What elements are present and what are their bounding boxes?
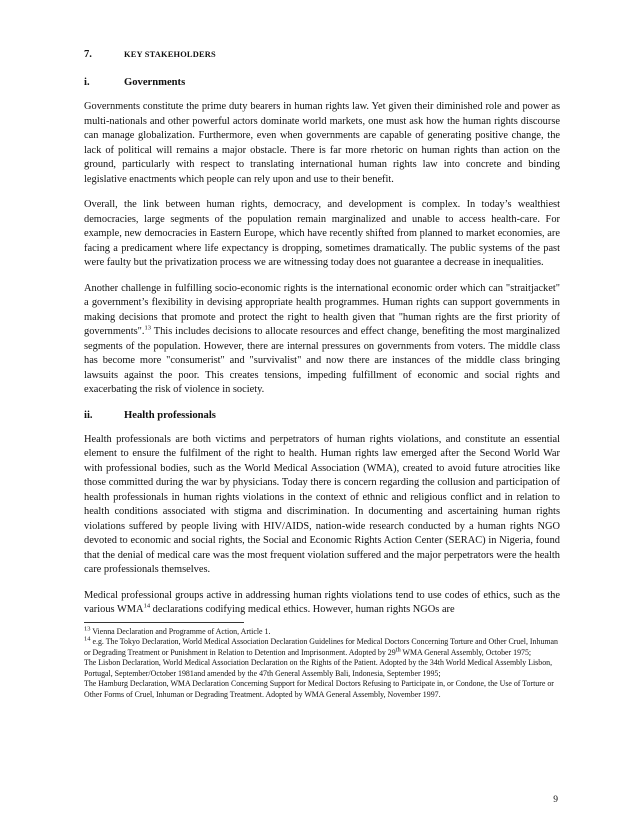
footnote-text: Vienna Declaration and Programme of Action, Article 1. [90,626,271,636]
paragraph: Governments constitute the prime duty bearers in human rights law. Yet given their diminished role and power as multi-nationals and other powerful actors dominate world markets, one must ask how the human rights discourse can manage globalization. Furthermore, even when governments are capable of generating positive change, the lack of political will remains a major obstacle. There is far more rhetoric on human rights than action on the ground, particularly with respect to translating international human rights law into concrete and binding legislative enactments which people can rely upon and use to their benefit. [84,101,560,185]
page-number: 9 [553,795,558,805]
section-number: 7. [84,49,92,60]
subsection-heading-health [84,409,560,423]
subsection-title: Governments [124,77,186,88]
subsection-heading-governments [84,76,560,90]
section-title: KEY STAKEHOLDERS [124,50,216,59]
paragraph [84,589,560,618]
page-content [84,48,560,701]
paragraph-text: Medical professional groups active in addressing human rights violations tend to use codes of ethics, such as the various WMA [84,589,560,615]
paragraph: Overall, the link between human rights, democracy, and development is complex. In today’s wealthiest democracies, large segments of the population remain marginalized and unable to access health-care. For example, new democracies in Eastern Europe, which have recently shifted from planned to market economies, are facing a predicament where life expectancy is dropping, sometimes dramatically. The public systems of the past were faulty but the privatization process we are witnessing today does not guarantee a decrease in inequalities. [84,199,560,268]
paragraph: Health professionals are both victims and perpetrators of human rights violations, and constitute an essential element to ensure the fulfilment of the right to health. Human rights law emerged after the Second World War with professional bodies, such as the World Medical Association (WMA), created to avoid future atrocities like those committed during the war by physicians. Today there is concern regarding the collusion and participation of health professionals in human rights violations in the context of ethnic and religious conflict and in relation to health conditions associated with stigma and discrimination. In documenting and ascertaining human rights violations suffered by people living with HIV/AIDS, nation-wide research conducted by a human rights NGO devoted to economic and social rights, the Social and Economic Rights Action Center (SERAC) in Nigeria, found that the denial of medical care was the most frequent violation suffered and the major perpetrators were the health care professionals themselves. [84,433,560,575]
footnote-number: 13 [84,624,91,632]
subsection-number: i. [84,77,90,88]
footnote-reference[interactable]: 13 [144,324,152,332]
footnote-divider [84,622,244,623]
footnote-text: 29 [387,647,396,657]
footnote-text: e.g. The Tokyo Declaration, World Medical Association Declaration Guidelines for Medical Doctors Concerning Torture and Other Cruel, Inhuman or Degrading Treatment or Punishment in Relation to Detention and Imprisonment. Adopted by [84,637,558,657]
footnote-reference[interactable]: 14 [143,602,151,610]
section-heading [84,48,560,62]
footnotes [84,624,560,701]
subsection-number: ii. [84,409,93,421]
paragraph-text: This includes decisions to allocate resources and effect change, benefiting the most marginalized segments of the population. However, there are internal pressures on governments from voters. The middle class has become more "consumerist" and "survivalist" and now there are instances of the middle class bringing lawsuits against the poor. This creates tensions, impeding fulfillment of economic and social rights and exacerbating the risk of violence in society. [84,326,560,395]
paragraph-text: Another challenge in fulfilling socio-economic rights is the international economic order which can "straitjacket" a government’s flexibility in devising appropriate health programmes. Human rights can support governments in making decisions that promote and protect the right to health given that "human rights are the first priority of governments". [84,282,560,337]
footnote-14-lisbon: The Lisbon Declaration, World Medical Association Declaration on the Rights of the Patient. Adopted by the 34th World Medical Assembly Lisbon, Portugal, September/October 1981and amended by the 47th General Assembly Bali, Indonesia, September 1995; [84,658,553,678]
footnote-text: WMA General Assembly, October 1975; [400,647,532,657]
paragraph-text: declarations codifying medical ethics. However, human rights NGOs are [150,604,455,615]
paragraph [84,282,560,398]
footnote-14-hamburg: The Hamburg Declaration, WMA Declaration Concerning Support for Medical Doctors Refusing to Participate in, or Condone, the Use of Torture or Other Forms of Cruel, Inhuman or Degrading Treatment. Adopted by WMA General Assembly, November 1997. [84,679,554,700]
footnote-13 [84,624,560,638]
ordinal-suffix: th [395,646,401,654]
footnote-number: 14 [84,635,91,643]
footnote-14 [84,637,560,658]
subsection-title: Health professionals [124,409,216,421]
